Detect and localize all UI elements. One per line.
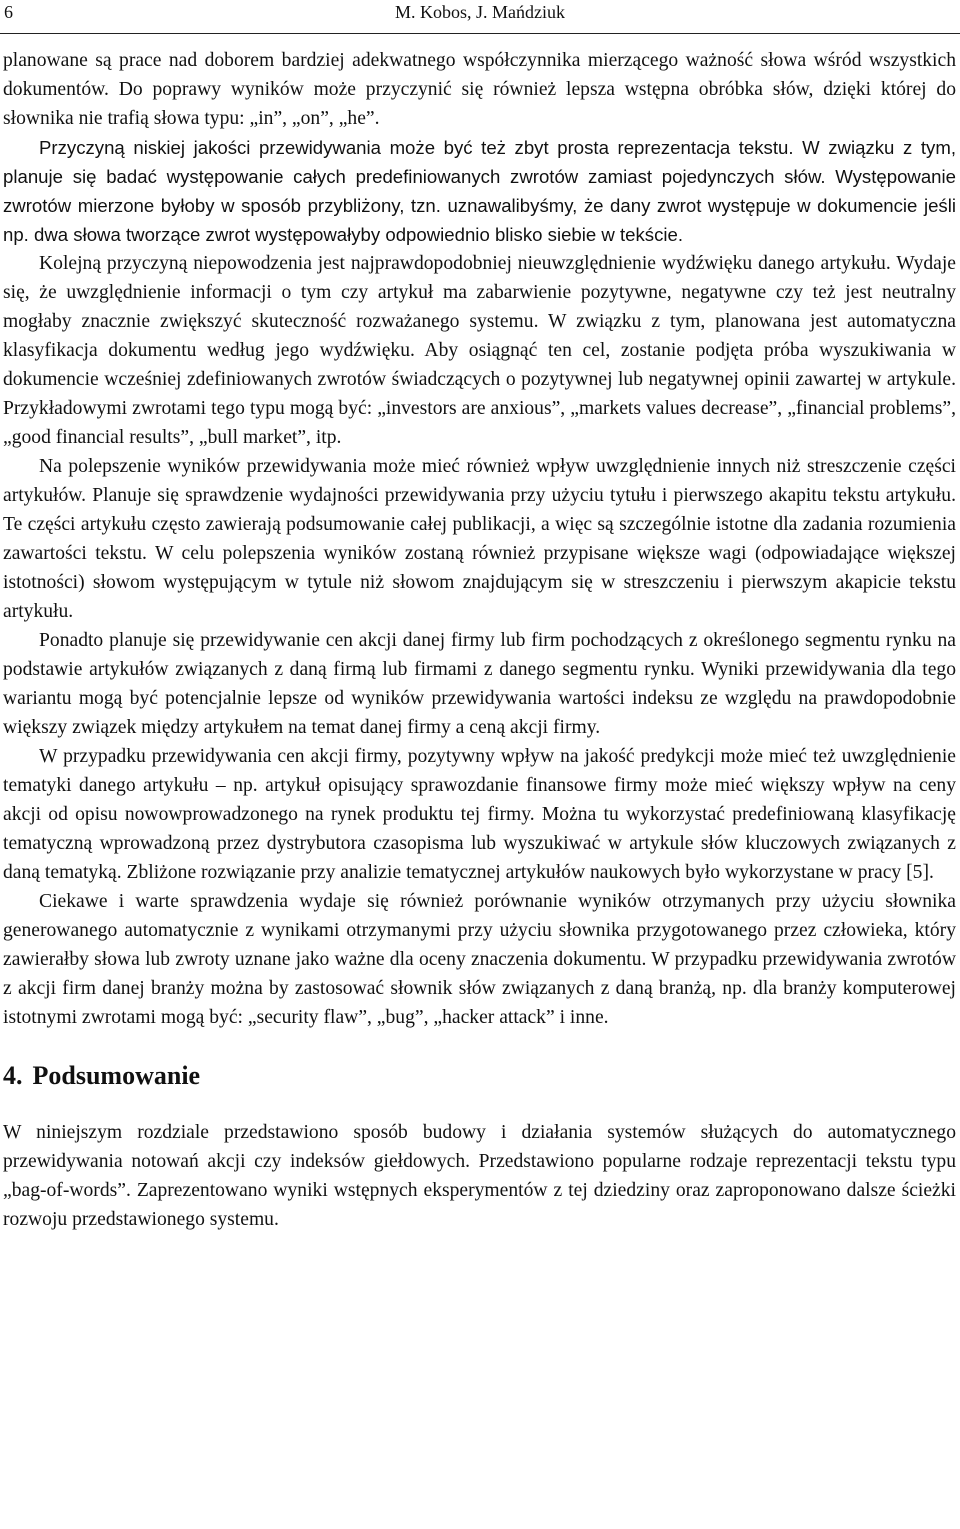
page-body (3, 46, 956, 1234)
paragraph-company-prices: Ponadto planuje się przewidywanie cen akcji danej firmy lub firm pochodzących z określonego segmentu rynku na podstawie artykułów związanych z daną firmą lub firmami z danego segmentu rynku. Wyniki przewidywania dla tego wariantu mogą być potencjalnie lepsze od wyników przewidywania wartości indeksu ze względu na prawdopodobnie większy związek między artykułem na temat danej firmy a ceną akcji firmy. (3, 630, 956, 738)
paragraph-topic: W przypadku przewidywania cen akcji firmy, pozytywny wpływ na jakość predykcji może mieć też uwzględnienie tematyki danego artykułu – np. artykuł opisujący sprawozdanie finansowe firmy może mieć większy wpływ na ceny akcji od opisu nowowprowadzonego na rynek produktu tej firmy. Można tu wykorzystać predefiniowaną klasyfikację tematyczną wprowadzoną przez dystrybutora czasopisma lub wyszukiwać w artykule słów kluczowych związanych z daną tematyką. Zbliżone rozwiązanie przy analizie tematycznej artykułów naukowych było wykorzystane w pracy [5]. (3, 746, 956, 883)
section-number: 4. (3, 1061, 23, 1090)
page-number: 6 (4, 2, 13, 22)
running-head: M. Kobos, J. Mańdziuk (395, 2, 565, 22)
paragraph-summary: W niniejszym rozdziale przedstawiono sposób budowy i działania systemów służących do automatycznego przewidywania notowań akcji czy indeksów giełdowych. Przedstawiono popularne rodzaje reprezentacji tekstu typu „bag-of-words”. Zaprezentowano wyniki wstępnych eksperymentów z tej dziedziny oraz zaproponowano dalsze ścieżki rozwoju przedstawionego systemu. (3, 1122, 956, 1230)
paragraph-sentiment: Kolejną przyczyną niepowodzenia jest najprawdopodobniej nieuwzględnienie wydźwięku danego artykułu. Wydaje się, że uwzględnienie informacji o tym czy artykuł ma zabarwienie pozytywne, negatywne czy też jest neutralny mogłaby znacznie zwiększyć skuteczność rozważanego systemu. W związku z tym, planowana jest automatyczna klasyfikacja dokumentu według jego wydźwięku. Aby osiągnąć ten cel, zostanie podjęta próba wyszukiwania w dokumencie wcześniej zdefiniowanych zwrotów świadczących o pozytywnej lub negatywnej opinii zawartej w artykule. Przykładowymi zwrotami tego typu mogą być: „investors are anxious”, „markets values decrease”, „financial problems”, „good financial results”, „bull market”, itp. (3, 253, 956, 448)
paragraph-continuation: planowane są prace nad doborem bardziej adekwatnego współczynnika mierzącego ważność słowa wśród wszystkich dokumentów. Do poprawy wyników może przyczynić się również lepsza wstępna obróbka słów, dzięki której do słownika nie trafią słowa typu: „in”, „on”, „he”. (3, 50, 956, 129)
page-header (0, 0, 960, 34)
paragraph-other-parts: Na polepszenie wyników przewidywania może mieć również wpływ uwzględnienie innych niż streszczenie części artykułów. Planuje się sprawdzenie wydajności przewidywania przy użyciu tytułu i pierwszego akapitu tekstu artykułu. Te części artykułu często zawierają podsumowanie całej publikacji, a więc są szczególnie istotne dla zadania rozumienia zawartości tekstu. W celu polepszenia wyników zostaną również przypisane większe wagi (odpowiadające większej istotności) słowom występującym w tytule niż słowom znajdującym się w streszczeniu i pierwszym akapicie tekstu artykułu. (3, 456, 956, 622)
paragraph-dictionary: Ciekawe i warte sprawdzenia wydaje się również porównanie wyników otrzymanych przy użyciu słownika generowanego automatycznie z wynikami otrzymanymi przy użyciu słownika przygotowanego przez człowieka, który zawierałby słowa lub zwroty uznane jako ważne dla oceny znaczenia dokumentu. W przypadku przewidywania zwrotów z akcji firm danej branży można by zastosować słownik słów związanych z daną branżą, np. dla branży komputerowej istotnymi zwrotami mogą być: „security flaw”, „bug”, „hacker attack” i inne. (3, 891, 956, 1028)
section-heading (3, 1059, 956, 1093)
section-title: Podsumowanie (32, 1061, 201, 1090)
paragraph-phrases: Przyczyną niskiej jakości przewidywania może być też zbyt prosta reprezentacja tekstu. W związku z tym, planuje się badać występowanie całych predefiniowanych zwrotów zamiast pojedynczych słów. Występowanie zwrotów mierzone byłoby w sposób przybliżony, tzn. uznawalibyśmy, że dany zwrot występuje w dokumencie jeśli np. dwa słowa tworzące zwrot występowałyby odpowiednio blisko siebie w tekście. (3, 137, 956, 245)
